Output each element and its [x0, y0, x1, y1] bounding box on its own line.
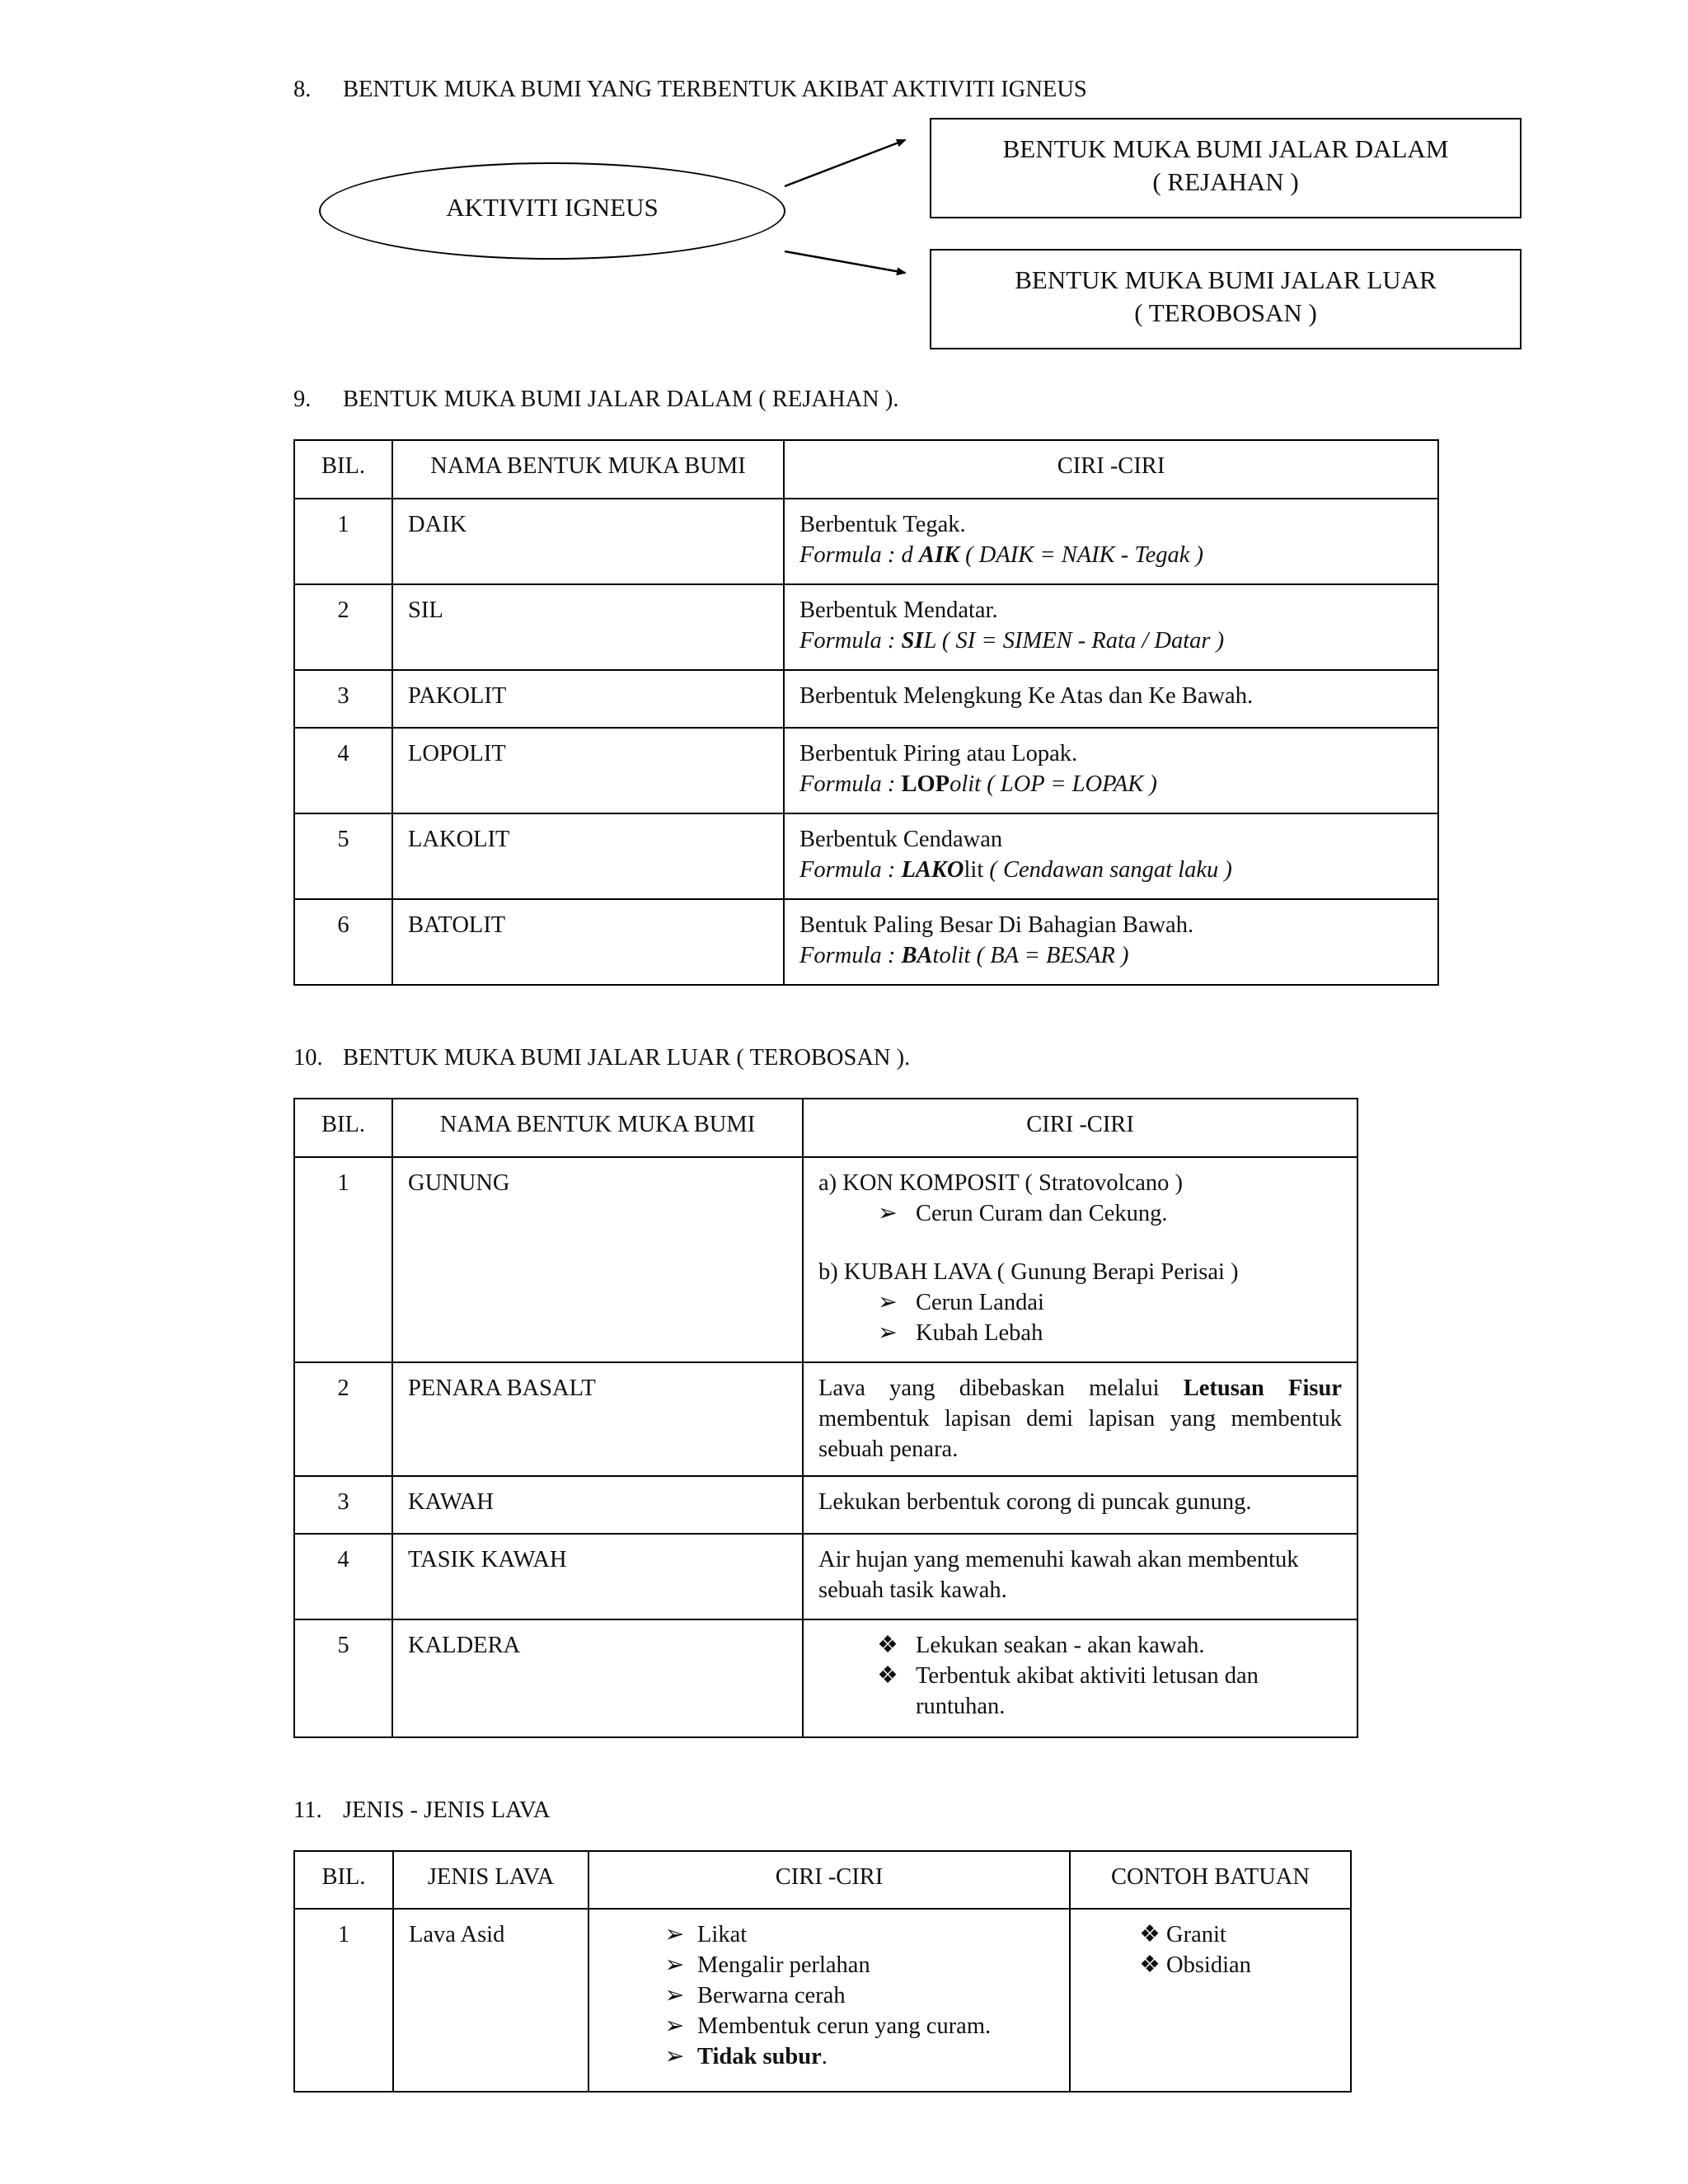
list-item	[818, 1318, 1342, 1348]
table-row	[294, 499, 1438, 584]
ciri-bold: Letusan Fisur	[1183, 1376, 1342, 1401]
cell-bil: 3	[294, 670, 392, 728]
arrow-bullet-icon: ➢	[664, 2013, 685, 2040]
table-header-row	[294, 1099, 1357, 1157]
cell-ciri	[588, 1909, 1070, 2092]
cell-bil: 6	[294, 899, 392, 985]
list-item	[604, 2011, 1054, 2041]
list-item-text: Cerun Landai	[916, 1290, 1044, 1316]
table-row	[294, 899, 1438, 985]
cell-nama: KALDERA	[392, 1619, 803, 1737]
arrow-bullet-icon: ➢	[878, 1320, 898, 1347]
cell-nama: LAKOLIT	[392, 813, 784, 899]
cell-nama: LOPOLIT	[392, 728, 784, 813]
list-item-text: Granit	[1166, 1922, 1226, 1947]
ciri-text: Bentuk Paling Besar Di Bahagian Bawah.	[799, 912, 1194, 938]
table-header-row	[294, 1851, 1351, 1909]
cell-nama: GUNUNG	[392, 1157, 803, 1362]
ciri-text: Berbentuk Mendatar.	[799, 598, 998, 623]
formula-prefix: Formula :	[799, 857, 902, 883]
formula-mid: lit	[964, 857, 984, 883]
table-row	[294, 1619, 1357, 1737]
table-row	[294, 1909, 1351, 2092]
cell-ciri	[784, 728, 1438, 813]
list-item	[818, 1661, 1342, 1722]
list-item-text: Membentuk cerun yang curam.	[697, 2013, 992, 2040]
table-jenis-lava	[293, 1850, 1352, 2093]
cell-nama: PENARA BASALT	[392, 1362, 803, 1476]
diamond-bullet-icon: ❖	[877, 1663, 898, 1690]
table-jalar-dalam	[293, 439, 1439, 986]
box-line: BENTUK MUKA BUMI JALAR DALAM	[1002, 134, 1449, 163]
diamond-bullet-icon: ❖	[1139, 1952, 1160, 1979]
cell-bil: 1	[294, 499, 392, 584]
list-item-suffix: .	[821, 2044, 828, 2070]
arrow-bullet-icon: ➢	[664, 2044, 685, 2070]
cell-jenis: Lava Asid	[393, 1909, 588, 2092]
header-contoh: CONTOH BATUAN	[1070, 1851, 1351, 1909]
table-row	[294, 1157, 1357, 1362]
box-line: BENTUK MUKA BUMI JALAR LUAR	[1015, 265, 1437, 294]
arrow-bullet-icon: ➢	[664, 1952, 685, 1979]
table-row	[294, 813, 1438, 899]
diamond-bullet-icon: ❖	[877, 1633, 898, 1658]
cell-nama: SIL	[392, 584, 784, 670]
list-item	[604, 1950, 1054, 1980]
list-item-text: Berwarna cerah	[697, 1983, 846, 2009]
header-bil: BIL.	[294, 440, 392, 499]
formula-suffix: ( LOP = LOPAK )	[981, 771, 1157, 798]
cell-ciri	[803, 1619, 1357, 1737]
list-item	[818, 1198, 1342, 1229]
list-item-text: Terbentuk akibat aktiviti letusan dan runtuhan.	[916, 1663, 1259, 1720]
section-number: 10.	[293, 1045, 323, 1071]
list-item	[604, 1980, 1054, 2011]
table-row	[294, 1534, 1357, 1619]
cell-bil: 1	[294, 1909, 393, 2092]
cell-nama: BATOLIT	[392, 899, 784, 985]
list-item-text: Obsidian	[1166, 1952, 1251, 1979]
formula	[799, 626, 1423, 656]
formula	[799, 855, 1423, 885]
list-item	[604, 1919, 1054, 1950]
table-row	[294, 584, 1438, 670]
cell-nama: KAWAH	[392, 1476, 803, 1534]
formula-mid: olit	[950, 771, 982, 798]
cell-nama: PAKOLIT	[392, 670, 784, 728]
ciri-text: Berbentuk Piring atau Lopak.	[799, 741, 1078, 766]
formula	[799, 940, 1423, 971]
table-jalar-luar	[293, 1098, 1358, 1738]
box-jalar-luar	[930, 249, 1522, 349]
formula-prefix: Formula :	[799, 771, 902, 798]
section-9-heading	[293, 384, 899, 415]
ciri-text: membentuk lapisan demi lapisan yang membentuk sebuah penara.	[818, 1406, 1342, 1463]
cell-ciri	[784, 499, 1438, 584]
table-row	[294, 670, 1438, 728]
formula-key: SI	[901, 628, 924, 654]
formula-prefix: Formula :	[799, 628, 902, 654]
list-item-text	[697, 2041, 1054, 2072]
list-item-text: Mengalir perlahan	[697, 1952, 870, 1979]
cell-ciri	[803, 1157, 1357, 1362]
header-nama: NAMA BENTUK MUKA BUMI	[392, 440, 784, 499]
list-item-text: Cerun Curam dan Cekung.	[916, 1201, 1168, 1227]
subtype-b-label: b) KUBAH LAVA ( Gunung Berapi Perisai )	[818, 1259, 1239, 1286]
cell-bil: 5	[294, 813, 392, 899]
cell-bil: 5	[294, 1619, 392, 1737]
table-row	[294, 728, 1438, 813]
formula	[799, 769, 1423, 799]
section-title: JENIS - JENIS LAVA	[343, 1797, 551, 1823]
list-item	[818, 1287, 1342, 1318]
formula-prefix: Formula : d	[799, 542, 919, 569]
section-10-heading	[293, 1043, 910, 1073]
diamond-bullet-icon: ❖	[1139, 1922, 1160, 1947]
formula-suffix: ( Cendawan sangat laku )	[983, 857, 1232, 883]
cell-ciri	[803, 1362, 1357, 1476]
table-row	[294, 1476, 1357, 1534]
list-item-text: Kubah Lebah	[916, 1320, 1043, 1347]
formula	[799, 540, 1423, 570]
formula-mid: tolit	[932, 943, 971, 969]
formula-key: LAKO	[901, 857, 964, 883]
arrow-to-rejahan	[785, 140, 905, 186]
ciri-text: Berbentuk Cendawan	[799, 827, 1003, 852]
ciri-text: Berbentuk Tegak.	[799, 512, 966, 537]
ciri-text: Lava yang dibebaskan melalui	[818, 1376, 1184, 1401]
list-item	[1085, 1919, 1335, 1950]
formula-suffix: ( DAIK = NAIK - Tegak )	[959, 542, 1204, 569]
cell-nama: TASIK KAWAH	[392, 1534, 803, 1619]
section-title: BENTUK MUKA BUMI YANG TERBENTUK AKIBAT AKTIVITI IGNEUS	[343, 77, 1087, 102]
cell-nama: DAIK	[392, 499, 784, 584]
section-title: BENTUK MUKA BUMI JALAR LUAR ( TEROBOSAN ).	[343, 1045, 911, 1071]
cell-ciri: Berbentuk Melengkung Ke Atas dan Ke Bawah.	[784, 670, 1438, 728]
list-item	[818, 1630, 1342, 1661]
header-ciri: CIRI -CIRI	[803, 1099, 1357, 1157]
formula-key: BA	[901, 943, 933, 969]
cell-ciri: Lekukan berbentuk corong di puncak gunung.	[803, 1476, 1357, 1534]
cell-bil: 1	[294, 1157, 392, 1362]
header-bil: BIL.	[294, 1099, 392, 1157]
header-ciri: CIRI -CIRI	[588, 1851, 1070, 1909]
cell-bil: 2	[294, 1362, 392, 1476]
table-header-row	[294, 440, 1438, 499]
cell-ciri	[784, 584, 1438, 670]
subtype-a-label: a) KON KOMPOSIT ( Stratovolcano )	[818, 1170, 1183, 1196]
header-bil: BIL.	[294, 1851, 393, 1909]
formula-key: AIK	[918, 542, 959, 569]
formula-key: LOP	[901, 771, 950, 798]
section-number: 9.	[293, 387, 312, 412]
cell-ciri	[784, 899, 1438, 985]
formula-suffix: ( BA = BESAR )	[970, 943, 1129, 969]
cell-ciri: Air hujan yang memenuhi kawah akan membentuk sebuah tasik kawah.	[803, 1534, 1357, 1619]
table-row	[294, 1362, 1357, 1476]
cell-contoh	[1070, 1909, 1351, 2092]
list-item	[604, 2041, 1054, 2072]
center-node-label: AKTIVITI IGNEUS	[446, 192, 659, 222]
box-jalar-dalam	[930, 118, 1522, 218]
header-jenis: JENIS LAVA	[393, 1851, 588, 1909]
cell-ciri	[784, 813, 1438, 899]
arrow-to-terobosan	[785, 251, 905, 273]
formula-suffix: ( SI = SIMEN - Rata / Datar )	[935, 628, 1225, 654]
box-line: ( REJAHAN )	[1152, 166, 1299, 196]
section-number: 11.	[293, 1797, 322, 1823]
section-number: 8.	[293, 77, 312, 102]
arrow-bullet-icon: ➢	[664, 1983, 685, 2009]
header-ciri: CIRI -CIRI	[784, 440, 1438, 499]
list-item	[1085, 1950, 1335, 1980]
section-11-heading	[293, 1795, 551, 1825]
list-item-text: Lekukan seakan - akan kawah.	[916, 1633, 1205, 1658]
formula-prefix: Formula :	[799, 943, 902, 969]
list-item-text: Likat	[697, 1922, 748, 1947]
cell-bil: 4	[294, 728, 392, 813]
box-line: ( TEROBOSAN )	[1134, 298, 1317, 327]
section-title: BENTUK MUKA BUMI JALAR DALAM ( REJAHAN ).	[343, 387, 899, 412]
cell-bil: 2	[294, 584, 392, 670]
arrow-bullet-icon: ➢	[878, 1201, 898, 1227]
header-nama: NAMA BENTUK MUKA BUMI	[392, 1099, 803, 1157]
list-item-bold: Tidak subur	[697, 2044, 822, 2070]
arrow-bullet-icon: ➢	[664, 1922, 685, 1947]
formula-mid: L	[923, 628, 936, 654]
arrow-bullet-icon: ➢	[878, 1290, 898, 1316]
cell-bil: 3	[294, 1476, 392, 1534]
cell-bil: 4	[294, 1534, 392, 1619]
